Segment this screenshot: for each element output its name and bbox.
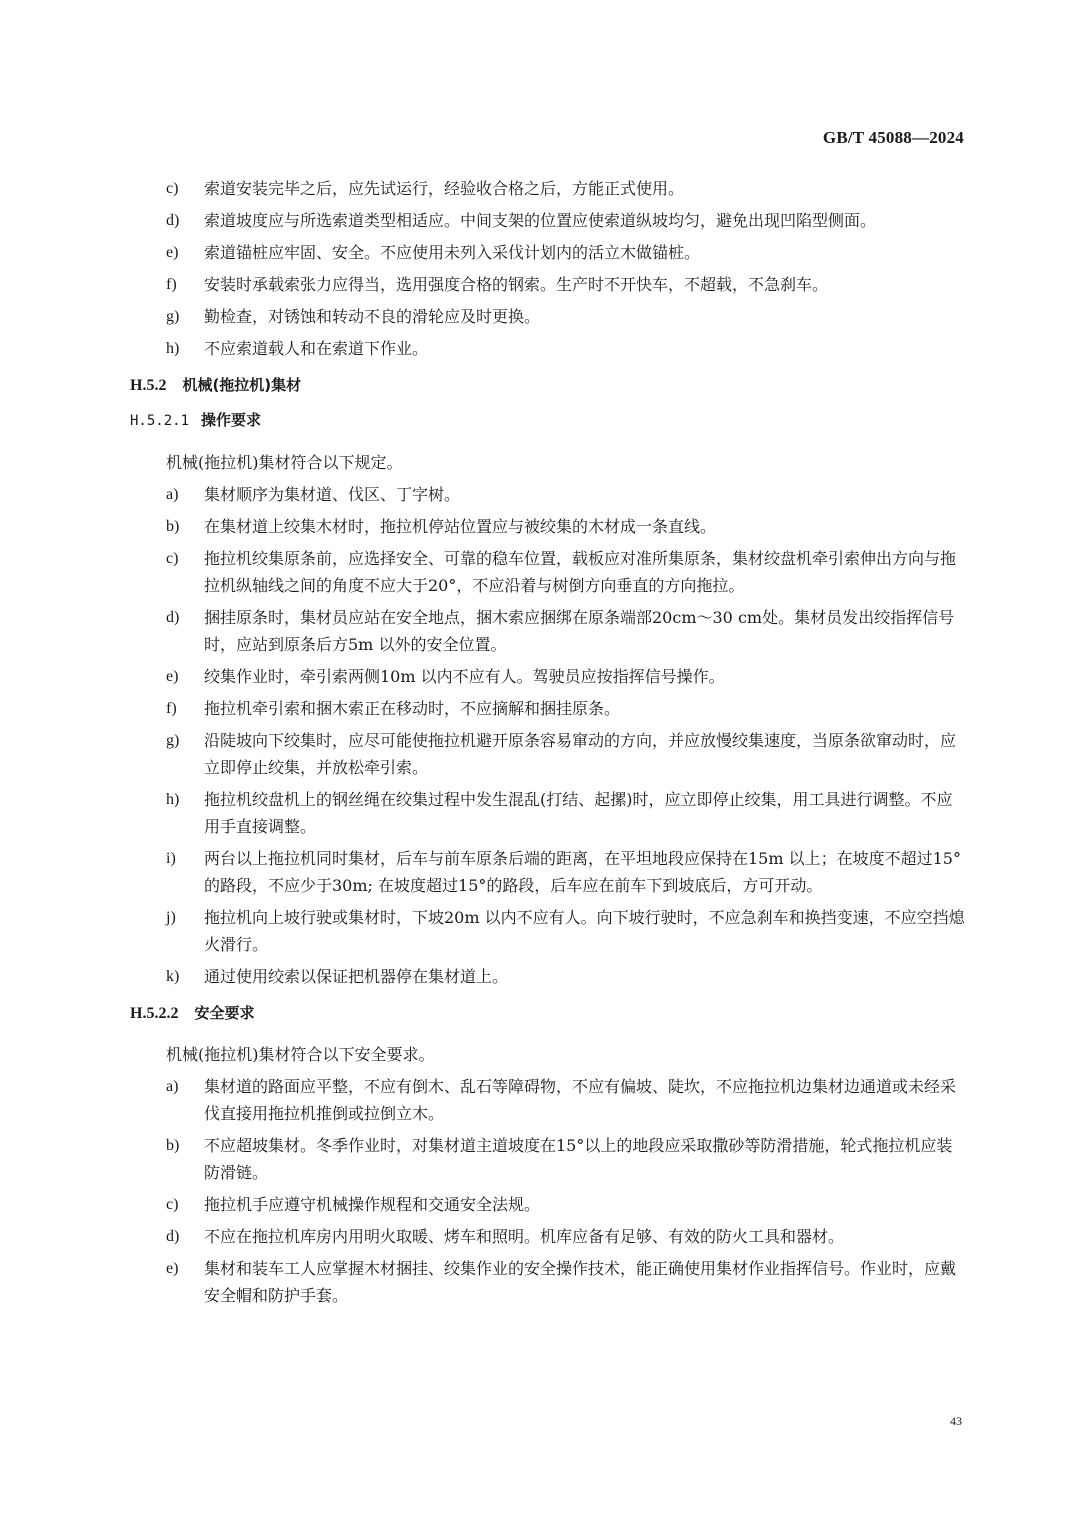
list-item-label: e) bbox=[166, 668, 179, 685]
list-item bbox=[130, 786, 966, 840]
list-item-text: 两台以上拖拉机同时集材，后车与前车原条后端的距离，在平坦地段应保持在15m 以上；在坡度不超过15°的路段，不应少于30m; 在坡度超过15°的路段，后车应在前车下到坡底后，方可开动。 bbox=[204, 849, 961, 895]
list-item bbox=[130, 663, 966, 690]
list-item-label: d) bbox=[166, 609, 180, 626]
safety-requirements-list bbox=[130, 1073, 966, 1309]
section-title: 安全要求 bbox=[194, 1004, 255, 1022]
list-item-text: 拖拉机绞盘机上的钢丝绳在绞集过程中发生混乱(打结、起摞)时，应立即停止绞集，用工具进行调整。不应用手直接调整。 bbox=[204, 790, 953, 836]
list-item-label: f) bbox=[166, 276, 177, 293]
section-heading-h522 bbox=[130, 1000, 966, 1027]
list-item bbox=[130, 175, 966, 202]
list-item-label: a) bbox=[166, 486, 179, 503]
list-item bbox=[130, 335, 966, 362]
list-item-text: 索道锚桩应牢固、安全。不应使用未列入采伐计划内的活立木做锚桩。 bbox=[204, 243, 701, 262]
list-item bbox=[130, 1073, 966, 1127]
list-item-text: 在集材道上绞集木材时，拖拉机停站位置应与被绞集的木材成一条直线。 bbox=[204, 517, 717, 536]
list-item-text: 不应在拖拉机库房内用明火取暖、烤车和照明。机库应备有足够、有效的防火工具和器材。 bbox=[204, 1227, 845, 1246]
list-item bbox=[130, 1191, 966, 1218]
list-item-label: b) bbox=[166, 1137, 180, 1154]
list-item-label: a) bbox=[166, 1078, 179, 1095]
list-item bbox=[130, 239, 966, 266]
intro-paragraph: 机械(拖拉机)集材符合以下安全要求。 bbox=[166, 1045, 435, 1064]
list-item-text: 不应索道载人和在索道下作业。 bbox=[204, 339, 429, 358]
list-item-text: 索道安装完毕之后，应先试运行，经验收合格之后，方能正式使用。 bbox=[204, 179, 685, 198]
list-item bbox=[130, 513, 966, 540]
list-item bbox=[130, 207, 966, 234]
list-item-label: d) bbox=[166, 212, 180, 229]
document-id: GB/T 45088—2024 bbox=[822, 128, 964, 147]
section-title: 机械(拖拉机)集材 bbox=[182, 376, 302, 394]
list-item-text: 拖拉机向上坡行驶或集材时，下坡20m 以内不应有人。向下坡行驶时，不应急刹车和换挡变速，不应空挡熄火滑行。 bbox=[204, 908, 965, 954]
list-item bbox=[130, 303, 966, 330]
list-item bbox=[130, 1132, 966, 1186]
list-item-text: 集材顺序为集材道、伐区、丁字树。 bbox=[204, 485, 461, 504]
list-item-text: 捆挂原条时，集材员应站在安全地点，捆木索应捆绑在原条端部20cm～30 cm处。集材员发出绞指挥信号时，应站到原条后方5m 以外的安全位置。 bbox=[204, 608, 955, 654]
list-item bbox=[130, 271, 966, 298]
intro-paragraph: 机械(拖拉机)集材符合以下规定。 bbox=[166, 453, 403, 472]
list-item-label: c) bbox=[166, 1196, 179, 1213]
list-item-label: e) bbox=[166, 244, 179, 261]
page-number: 43 bbox=[950, 1414, 962, 1428]
section-title: 操作要求 bbox=[201, 411, 262, 429]
list-item bbox=[130, 904, 966, 958]
section-number: H.5.2.2 bbox=[130, 1005, 179, 1022]
list-item-label: b) bbox=[166, 518, 180, 535]
section-number: H.5.2.1 bbox=[130, 413, 190, 429]
list-item-label: j) bbox=[166, 909, 176, 926]
list-item bbox=[130, 963, 966, 990]
list-item-label: g) bbox=[166, 732, 180, 749]
list-item-text: 拖拉机牵引索和捆木索正在移动时，不应摘解和捆挂原条。 bbox=[204, 699, 621, 718]
list-item-text: 绞集作业时，牵引索两侧10m 以内不应有人。驾驶员应按指挥信号操作。 bbox=[204, 667, 725, 686]
list-item-label: h) bbox=[166, 340, 180, 357]
list-item-label: d) bbox=[166, 1228, 180, 1245]
list-item-label: c) bbox=[166, 180, 179, 197]
list-item-text: 通过使用绞索以保证把机器停在集材道上。 bbox=[204, 967, 509, 986]
list-item bbox=[130, 604, 966, 658]
list-item bbox=[130, 845, 966, 899]
section-heading-h52 bbox=[130, 372, 966, 399]
list-item-label: g) bbox=[166, 308, 180, 325]
page-content bbox=[130, 175, 966, 1314]
list-item-label: c) bbox=[166, 550, 179, 567]
list-item-text: 拖拉机手应遵守机械操作规程和交通安全法规。 bbox=[204, 1195, 541, 1214]
list-item-text: 索道坡度应与所选索道类型相适应。中间支架的位置应使索道纵坡均匀，避免出现凹陷型侧面。 bbox=[204, 211, 877, 230]
list-item bbox=[130, 727, 966, 781]
list-item-label: e) bbox=[166, 1260, 179, 1277]
list-item bbox=[130, 695, 966, 722]
list-item-text: 安装时承载索张力应得当，选用强度合格的钢索。生产时不开快车，不超载，不急刹车。 bbox=[204, 275, 829, 294]
section-heading-h521 bbox=[130, 407, 966, 435]
list-item bbox=[130, 1255, 966, 1309]
section-number: H.5.2 bbox=[130, 377, 167, 394]
list-item-label: h) bbox=[166, 791, 180, 808]
list-item-label: k) bbox=[166, 968, 180, 985]
list-item bbox=[130, 545, 966, 599]
list-item-text: 沿陡坡向下绞集时，应尽可能使拖拉机避开原条容易窜动的方向，并应放慢绞集速度，当原条欲窜动时，应立即停止绞集，并放松牵引索。 bbox=[204, 731, 957, 777]
list-item bbox=[130, 1223, 966, 1250]
ropeway-list bbox=[130, 175, 966, 362]
list-item bbox=[130, 481, 966, 508]
list-item-label: i) bbox=[166, 850, 176, 867]
list-item-label: f) bbox=[166, 700, 177, 717]
list-item-text: 集材和装车工人应掌握木材捆挂、绞集作业的安全操作技术，能正确使用集材作业指挥信号。作业时，应戴安全帽和防护手套。 bbox=[204, 1259, 957, 1305]
list-item-text: 勤检查，对锈蚀和转动不良的滑轮应及时更换。 bbox=[204, 307, 541, 326]
list-item-text: 不应超坡集材。冬季作业时，对集材道主道坡度在15°以上的地段应采取撒砂等防滑措施，轮式拖拉机应装防滑链。 bbox=[204, 1136, 953, 1182]
operation-requirements-list bbox=[130, 481, 966, 990]
list-item-text: 拖拉机绞集原条前，应选择安全、可靠的稳车位置，载板应对准所集原条，集材绞盘机牵引索伸出方向与拖拉机纵轴线之间的角度不应大于20°，不应沿着与树倒方向垂直的方向拖拉。 bbox=[204, 549, 957, 595]
list-item-text: 集材道的路面应平整，不应有倒木、乱石等障碍物，不应有偏坡、陡坎，不应拖拉机边集材边通道或未经采伐直接用拖拉机推倒或拉倒立木。 bbox=[204, 1077, 957, 1123]
